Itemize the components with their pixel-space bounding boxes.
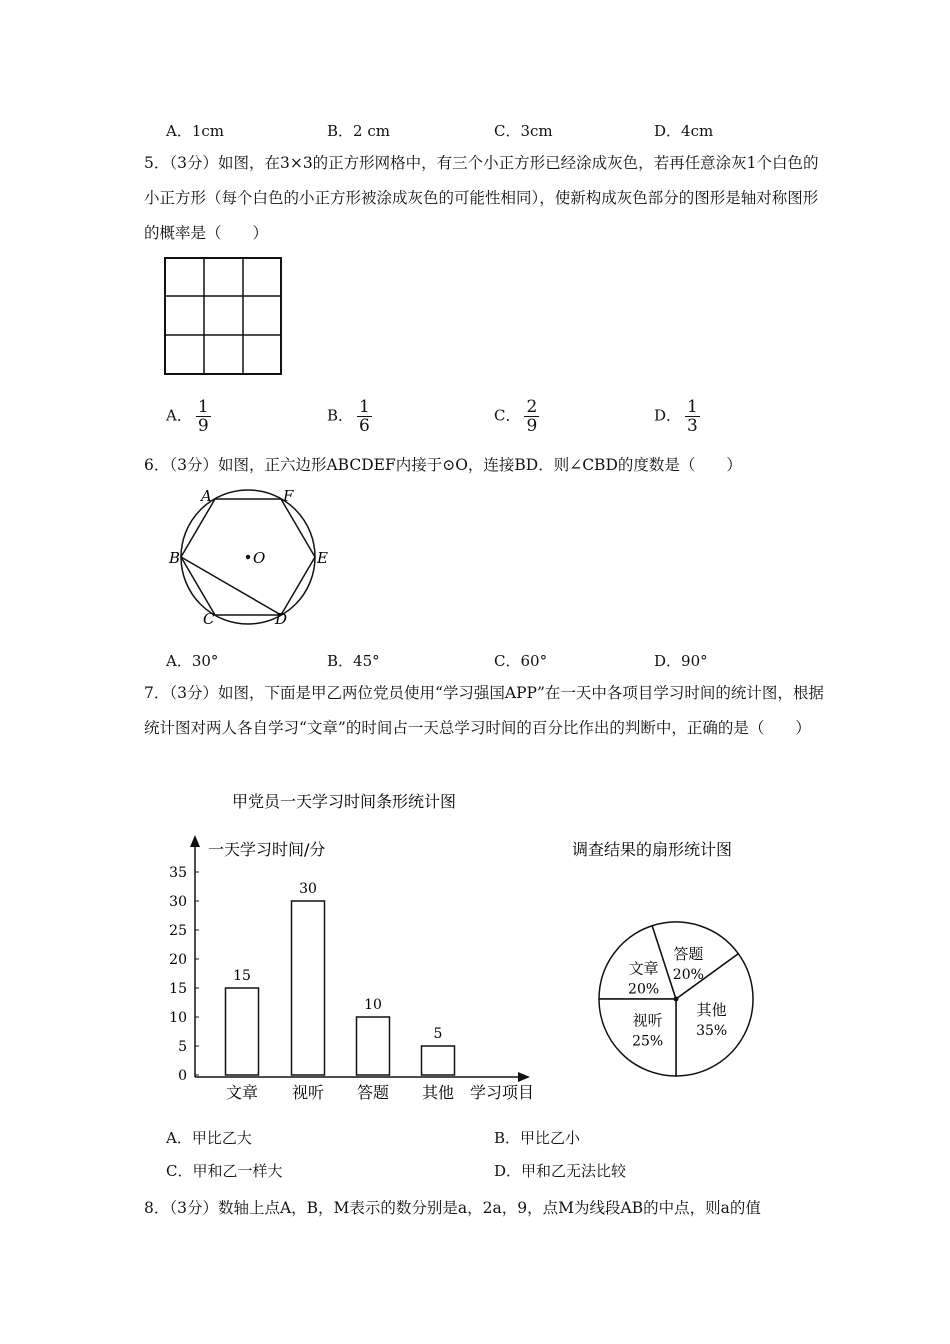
pie-slice-percent: 25% bbox=[632, 1033, 664, 1050]
y-tick-label: 0 bbox=[178, 1068, 187, 1084]
x-axis-arrow bbox=[518, 1072, 530, 1082]
bar-value-label: 5 bbox=[433, 1026, 443, 1042]
label-e: E bbox=[317, 549, 328, 567]
q6-option-c[interactable]: C．60° bbox=[494, 652, 548, 670]
label-b: B bbox=[169, 549, 181, 567]
q7-option-d[interactable]: D．甲和乙无法比较 bbox=[494, 1162, 627, 1180]
x-category-label: 其他 bbox=[421, 1083, 455, 1102]
bar-chart bbox=[150, 785, 550, 1110]
q5-option-b[interactable]: B． $\frac{1}{6}$ bbox=[327, 397, 370, 436]
label-f: F bbox=[283, 487, 294, 505]
bar-答题 bbox=[357, 1017, 390, 1075]
bar-chart-ylabel: 一天学习时间/分 bbox=[208, 840, 326, 859]
pie-slice-label: 文章 bbox=[628, 959, 659, 978]
bar-文章 bbox=[226, 988, 259, 1075]
label-d: D bbox=[275, 610, 288, 628]
y-tick-label: 15 bbox=[169, 981, 187, 997]
q6-option-b[interactable]: B．45° bbox=[327, 652, 380, 670]
q6-option-d[interactable]: D．90° bbox=[654, 652, 708, 670]
pie-chart bbox=[570, 835, 770, 1085]
bar-value-label: 15 bbox=[233, 968, 251, 984]
q5-option-a[interactable]: A． $\frac{1}{9}$ bbox=[166, 397, 209, 436]
pie-center-dot bbox=[674, 997, 679, 1002]
pie-chart-title: 调查结果的扇形统计图 bbox=[572, 840, 733, 859]
y-tick-label: 25 bbox=[169, 923, 187, 939]
pie-slice-percent: 20% bbox=[628, 981, 660, 998]
q5-option-c[interactable]: C． $\frac{2}{9}$ bbox=[494, 397, 538, 436]
q4-option-a[interactable]: A．1cm bbox=[166, 122, 225, 140]
q5-option-d[interactable]: D． $\frac{1}{3}$ bbox=[654, 397, 698, 436]
x-category-label: 答题 bbox=[356, 1083, 390, 1102]
q7-option-c[interactable]: C．甲和乙一样大 bbox=[166, 1162, 283, 1180]
pie-slice-label: 视听 bbox=[632, 1011, 663, 1030]
pie-slice-label: 答题 bbox=[673, 944, 704, 963]
y-tick-label: 30 bbox=[169, 894, 187, 910]
q7-question-text: 7．（3分）如图，下面是甲乙两位党员使用“学习强国APP”在一天中各项目学习时间的统计图，根据统计图对两人各自学习“文章”的时间占一天总学习时间的百分比作出的判断中，正确的是（ ） bbox=[144, 684, 824, 737]
q4-option-d[interactable]: D．4cm bbox=[654, 122, 714, 140]
q6-question-text: 6．（3分）如图，正六边形ABCDEF内接于⊙O，连接BD．则∠CBD的度数是（ ） bbox=[144, 456, 742, 474]
q8-question-text: 8．（3分）数轴上点A，B，M表示的数分别是a，2a，9，点M为线段AB的中点，则a的值 bbox=[144, 1199, 761, 1217]
label-a: A bbox=[201, 487, 212, 505]
label-c: C bbox=[203, 610, 215, 628]
center-dot bbox=[246, 555, 250, 559]
y-tick-label: 20 bbox=[169, 952, 187, 968]
bar-value-label: 10 bbox=[364, 997, 382, 1013]
q4-option-c[interactable]: C．3cm bbox=[494, 122, 553, 140]
q5-grid-figure bbox=[164, 257, 284, 377]
q7-option-b[interactable]: B．甲比乙小 bbox=[494, 1129, 581, 1147]
y-tick-label: 5 bbox=[178, 1039, 187, 1055]
pie-slice-label: 其他 bbox=[696, 1001, 727, 1020]
q4-option-b[interactable]: B．2 cm bbox=[327, 122, 390, 140]
segment-bd bbox=[181, 557, 281, 615]
y-tick-label: 35 bbox=[169, 865, 187, 881]
bar-其他 bbox=[422, 1046, 455, 1075]
x-category-label: 文章 bbox=[225, 1083, 259, 1102]
q6-option-a[interactable]: A．30° bbox=[166, 652, 219, 670]
bar-chart-xlabel: 学习项目 bbox=[470, 1083, 535, 1102]
q7-option-a[interactable]: A．甲比乙大 bbox=[166, 1129, 252, 1147]
bar-value-label: 30 bbox=[299, 881, 317, 897]
q5-question-text: 5．（3分）如图，在3×3的正方形网格中，有三个小正方形已经涂成灰色，若再任意涂灰1个白色的小正方形（每个白色的小正方形被涂成灰色的可能性相同），使新构成灰色部分的图形是轴对称图形的概率是（ ） bbox=[144, 154, 819, 242]
q6-hexagon-figure bbox=[165, 485, 345, 630]
pie-slice-percent: 20% bbox=[672, 966, 704, 983]
label-o: O bbox=[253, 549, 266, 567]
y-tick-label: 10 bbox=[169, 1010, 187, 1026]
x-category-label: 视听 bbox=[291, 1083, 325, 1102]
bar-chart-title: 甲党员一天学习时间条形统计图 bbox=[232, 792, 457, 811]
pie-slice-percent: 35% bbox=[696, 1023, 728, 1040]
bar-视听 bbox=[292, 901, 325, 1075]
y-axis-arrow bbox=[190, 835, 200, 847]
